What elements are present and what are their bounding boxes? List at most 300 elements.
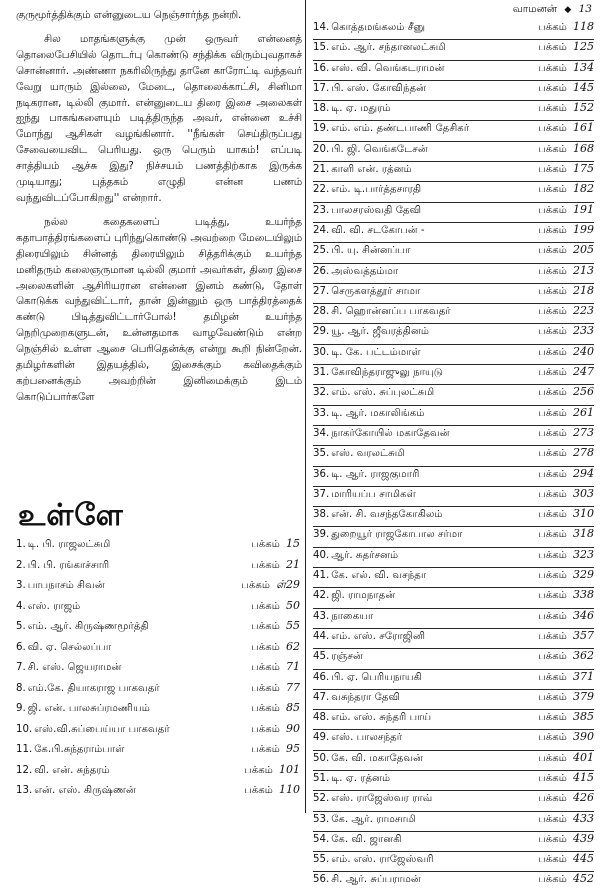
page-word: பக்கம் [538,285,567,297]
toc-entry-name: எஸ். ராஜம் [27,600,81,612]
toc-entry [313,467,594,487]
toc-entry-page [532,507,594,521]
toc-entry-page [532,649,594,663]
toc-entry-number: 11. [16,744,33,755]
toc-entry-name: எம். எஸ். சரோஜினி [331,630,426,642]
toc-entry-name: எஸ். பாலசந்தர் [331,732,403,744]
toc-entry-name: பி. ஜி. வெங்கடேசன் [331,143,428,155]
page-word: பக்கம் [538,407,567,419]
toc-entry [16,783,300,804]
page-word: பக்கம் [244,785,273,796]
toc-entry-name: நாகர்கோயில் மகாதேவன் [331,427,450,439]
toc-entry-page [532,527,594,541]
toc-entry [313,284,594,304]
toc-entry-page [532,365,594,379]
page-number-value: 205 [573,243,594,257]
toc-entry-name: கே. எல். வி. வசந்தா [331,570,427,582]
toc-entry-name: எம். எஸ். சுந்தரி பாய் [331,712,432,724]
toc-entry [313,243,594,263]
page-number-value: 329 [573,568,594,582]
page-word: பக்கம் [538,712,567,724]
toc-entry-page [532,588,594,602]
toc-entry-page [532,629,594,643]
toc-entry-name: எம். ஆர். கிருஷ்ணமூர்த்தி [27,621,149,632]
page-word: பக்கம் [538,306,567,318]
toc-entry-name: டி. ஏ. மதுரம் [331,103,391,115]
toc-entry-name: வி. என். சுந்தரம் [34,764,110,776]
toc-entry-name: பி. பி. ரங்காச்சாரி [27,559,110,571]
toc-entry-number: 4. [16,600,26,612]
toc-entry-number: 49. [313,732,330,744]
page-word: பக்கம் [251,539,280,550]
toc-entry-name: கோவிந்தராஜுலு நாயுடு [331,367,443,379]
toc-entry-number: 21. [313,164,330,176]
toc-entry [313,446,594,466]
toc-entry-number: 19. [313,123,330,135]
page-number-value: 439 [573,831,594,845]
page-number-value: 385 [573,710,594,724]
page-number-value: 55 [286,619,300,632]
page-number-value: 118 [573,20,594,33]
toc-entry-number: 3. [16,580,26,591]
page-number-value: 318 [573,527,594,541]
page-number-value: 379 [573,689,594,703]
toc-entry [313,568,594,588]
toc-entry-name: எம்.கே. தியாகராஜ பாகவதர் [27,682,160,694]
toc-entry-number: 34. [313,427,330,439]
toc-entry-name: டி. பி. ராஜலட்சுமி [27,539,111,550]
toc-entry-name: சி. ஆர். சுப்பராமன் [331,874,421,886]
toc-entry-page [532,40,594,54]
toc-entry-page [532,852,594,866]
page-word: பக்கம் [251,662,280,673]
toc-entry-number: 16. [313,62,330,74]
toc-entry-name: ஜி. என். பாலசுப்ரமணியம் [27,703,151,714]
toc-entry [313,710,594,730]
toc-entry-page [532,324,594,338]
toc-entry-page [238,619,300,633]
toc-heading: உள்ளே [18,498,124,533]
toc-entry-page [532,832,594,846]
toc-entry-name: ஆர். சுதர்சனம் [331,549,399,561]
toc-entry [313,751,594,771]
toc-entry-page [532,467,594,481]
page-word: பக்கம் [538,570,567,582]
toc-entry-name: சி. ஹொன்னப்ப பாகவதர் [331,306,451,318]
toc-entry-number: 52. [313,793,330,805]
toc-entry-number: 33. [313,407,330,419]
toc-entry-name: யூ. ஆர். ஜீவரத்தினம் [331,326,430,338]
page-word: பக்கம் [538,265,567,277]
page-number-value: 223 [573,304,594,318]
page-word: பக்கம் [538,529,567,541]
toc-entry-number: 31. [313,367,330,379]
page-word: பக்கம் [251,641,280,653]
toc-entry [16,619,300,640]
intro-paragraph: சில மாதங்களுக்கு முன் ஒருவர் என்னைத் தொலைபேசியில் தொடர்பு கொண்டு சந்திக்க விரும்புவதாகச் சொன்னார். அண்ணா நகரிலிருந்து தானே காரோட்டி வந்தவர் வேறு யாரும் இல்லை, மேடை, தொலைக்காட்சி, சினிமா நடிகரான, டில்லி குமார். என்னுடைய திரை இசை அலைகள் ஐந்து பாகங்களையும் படித்திருந்த அவர், என்னை உச்சி மோந்து ஆசிகள் வழங்கினார். ''நீங்கள் செய்திருப்பது சேவையைவிட பெரியது. ஒரு பெரும் யாகம்! எப்படி சாத்தியம் ஆச்சு இது? நிச்சயம் பணத்திற்காக இருக்க முடியாது; புத்தகம் எழுதி என்ன பணம் வந்துவிடப்போகிறது'' என்றார். [16,32,302,204]
toc-entry-number: 7. [16,662,26,673]
toc-entry-page [532,690,594,704]
toc-entry-name: சி. எஸ். ஜெயராமன் [27,662,122,673]
toc-entry-page [238,558,300,572]
page-number-value: 256 [573,385,594,399]
toc-entry-name: வி. வி. சடகோபன் - [331,224,425,236]
toc-entry-number: 26. [313,265,330,277]
toc-entry [313,872,594,891]
page-word: பக்கம் [251,682,280,694]
page-word: பக்கம் [538,509,567,521]
toc-entry-number: 51. [313,772,330,784]
toc-entry-number: 39. [313,529,330,541]
page-number-value: ள்29 [276,578,300,591]
toc-entry [16,578,300,599]
page-word: பக்கம் [251,744,280,755]
page-word: பக்கம் [251,621,280,632]
page-number-value: 233 [573,324,594,338]
toc-entry [313,629,594,649]
toc-entry [313,588,594,608]
toc-entry-number: 43. [313,610,330,622]
page-word: பக்கம் [538,245,567,257]
toc-entry-number: 2. [16,559,26,571]
page-word: பக்கம் [538,164,567,176]
toc-entry [16,640,300,661]
toc-entry-number: 27. [313,285,330,297]
toc-entry-page [532,751,594,765]
page-word: பக்கம் [538,367,567,379]
toc-entry-number: 44. [313,630,330,642]
page-number-value: 182 [573,182,594,196]
toc-entry-page [532,730,594,744]
toc-entry-name: எஸ்.வி.சுப்பைய்யா பாகவதர் [34,723,170,735]
toc-entry-page [532,101,594,115]
page-number-value: 152 [573,101,594,115]
toc-entry-page [532,264,594,278]
toc-entry-number: 37. [313,488,330,500]
page-number-value: 401 [573,750,594,764]
toc-entry-number: 20. [313,143,330,155]
page-word: பக்கம் [538,732,567,744]
toc-entry [16,742,300,763]
toc-entry [313,345,594,365]
page-word: பக்கம் [538,468,567,480]
toc-entry-number: 23. [313,204,330,216]
toc-entry-name: பி. ஏ. பெரியநாயகி [331,671,422,683]
toc-entry-name: என். எஸ். கிருஷ்ணன் [34,785,136,796]
page-word: பக்கம் [538,184,567,196]
toc-entry-name: துறையூர் ராஜகோபால சர்மா [331,529,463,541]
page-number-value: 357 [573,628,594,642]
page-number-value: 240 [573,344,594,358]
toc-entry [313,690,594,710]
toc-entry-page [238,660,300,674]
toc-entry-page [532,345,594,359]
toc-entry [313,507,594,527]
page-number-value: 175 [573,162,594,176]
column-divider [305,0,306,813]
toc-entry-name: கே.பி.சுந்தராம்பாள் [34,744,125,755]
toc-list-right [313,20,594,892]
page-number-value: 247 [573,365,594,379]
toc-entry-number: 14. [313,22,330,33]
page-number-value: 390 [573,730,594,744]
page-word: பக்கம் [538,813,567,825]
toc-entry-number: 47. [313,691,330,703]
toc-entry-number: 56. [313,874,330,886]
toc-entry-page [532,142,594,156]
toc-entry-page [238,537,300,551]
toc-entry-name: எம். எம். தண்டபாணி தேசிகர் [331,123,470,135]
toc-entry-page [532,203,594,217]
page-word: பக்கம் [538,387,567,399]
toc-entry [313,203,594,223]
toc-entry [313,304,594,324]
toc-entry-page [532,548,594,562]
toc-entry-name: காளி என். ரத்னம் [331,164,412,176]
page-number-value: 452 [573,872,594,886]
toc-entry-number: 9. [16,703,26,714]
page-word: பக்கம் [538,103,567,115]
toc-entry [313,20,594,40]
toc-entry-name: பி. எஸ். கோவிந்தன் [331,82,427,94]
toc-entry-number: 28. [313,306,330,318]
toc-entry-number: 48. [313,712,330,724]
toc-entry-number: 6. [16,641,26,653]
toc-entry [313,812,594,832]
toc-entry-name: எம். ஆர். சந்தானலட்சுமி [331,42,446,54]
toc-entry-page [532,243,594,257]
toc-entry-page [532,487,594,501]
page-word: பக்கம் [538,630,567,642]
page-word: பக்கம் [538,42,567,54]
toc-entry-page [238,599,300,613]
toc-entry-name: ஜி. ராமநாதன் [331,590,396,602]
page-number-value: 445 [573,852,594,866]
page-word: பக்கம் [538,427,567,439]
page-word: பக்கம் [538,590,567,602]
toc-entry-page [532,182,594,196]
toc-entry-name: என். சி. வசந்தகோகிலம் [331,509,443,521]
toc-entry [16,681,300,702]
page-word: பக்கம் [538,854,567,866]
toc-entry-number: 24. [313,224,330,236]
toc-entry [313,771,594,791]
toc-entry [313,365,594,385]
toc-entry-page [238,722,300,736]
page-word: பக்கம் [538,772,567,784]
toc-entry-page [238,783,300,797]
toc-entry [313,609,594,629]
page-word: பக்கம் [538,448,567,460]
toc-entry [313,406,594,426]
toc-entry-page [532,568,594,582]
toc-entry [313,264,594,284]
toc-entry [16,660,300,681]
page-number-value: 338 [573,588,594,602]
page-word: பக்கம் [538,62,567,74]
page-number-value: 261 [573,405,594,419]
toc-entry-page [238,640,300,654]
page-number-value: 273 [573,425,594,439]
toc-entry [16,537,300,558]
toc-entry-name: செருகளத்தூர் சாமா [331,285,421,297]
toc-entry-page [238,578,300,593]
toc-entry [313,324,594,344]
toc-entry-page [532,121,594,135]
intro-text [16,8,302,414]
toc-entry-page [532,791,594,805]
page-number-value: 21 [286,557,300,571]
toc-entry-number: 40. [313,549,330,561]
toc-entry [313,649,594,669]
toc-entry [313,852,594,872]
page-word: பக்கம் [538,346,567,358]
toc-entry-name: டி. ஆர். ராஜகுமாரி [331,468,420,480]
toc-entry-name: டி. கே. பட்டம்மாள் [331,346,421,358]
page-number-value: 415 [573,770,594,784]
toc-entry-name: பி. யு. சின்னப்பா [331,245,411,257]
toc-entry-number: 55. [313,854,330,866]
toc-entry-name: அஸ்வத்தம்மா [331,265,399,277]
page-word: பக்கம் [538,82,567,94]
toc-entry [313,832,594,852]
page-word: பக்கம் [538,874,567,886]
page-number-value: 95 [286,742,300,755]
page-word: பக்கம் [251,703,280,714]
toc-entry-name: எஸ். ராஜேஸ்வர ராவ் [331,793,433,805]
running-header [513,3,592,16]
page-number-value: 145 [573,80,594,94]
page-number-value: 85 [286,701,300,714]
toc-entry [16,558,300,579]
toc-entry-page [532,223,594,237]
toc-entry-page [238,742,300,756]
toc-entry-page [532,812,594,826]
toc-entry-name: எம். எஸ். சுப்புலட்சுமி [331,387,435,399]
toc-entry-number: 41. [313,570,330,582]
toc-entry-name: எம். எஸ். ராஜேஸ்வரி [331,854,434,866]
toc-entry-page [532,20,594,34]
page-word: பக்கம் [244,764,273,776]
toc-entry-number: 25. [313,245,330,257]
page-number-value: 77 [286,680,300,694]
page-number-value: 101 [279,762,300,776]
toc-entry [313,223,594,243]
toc-entry-name: டி. ஆர். மகாலிங்கம் [331,407,425,419]
toc-entry-number: 10. [16,723,33,735]
toc-entry-page [532,872,594,886]
toc-entry [313,487,594,507]
toc-entry-page [532,162,594,176]
page-word: பக்கம் [538,224,567,236]
page-word: பக்கம் [538,651,567,663]
toc-entry-name: ரஞ்சன் [331,651,363,663]
page-word: பக்கம் [538,326,567,338]
toc-entry-name: கே. வி. ஜானகி [331,833,402,845]
page-number-value: 426 [573,791,594,805]
toc-entry-number: 30. [313,346,330,358]
toc-entry-number: 22. [313,184,330,196]
page-number-value: 110 [279,783,300,796]
toc-entry-number: 12. [16,764,33,776]
page-number-value: 71 [286,660,300,673]
toc-entry-page [532,609,594,623]
toc-entry-number: 17. [313,82,330,94]
page-number-value: 303 [573,486,594,500]
toc-entry-page [532,385,594,399]
toc-entry-name: பாபநாசம் சிவன் [27,580,105,591]
page-number-value: 362 [573,649,594,663]
page-number-value: 218 [573,283,594,297]
page-word: பக்கம் [538,549,567,561]
toc-entry-name: எஸ். வரலட்சுமி [331,448,405,460]
diamond-icon: ◆ [564,5,572,15]
toc-entry-name: கே. வி. மகாதேவன் [331,752,424,764]
toc-entry [313,101,594,121]
page-number-value: 161 [573,121,594,135]
page-number-value: 168 [573,141,594,155]
toc-entry-page [532,426,594,440]
toc-entry-page [532,406,594,420]
toc-list-left [16,537,300,804]
toc-entry [313,61,594,81]
toc-entry [16,763,300,784]
toc-entry-page [532,284,594,298]
toc-entry-name: எஸ். வி. வெங்கடராமன் [331,62,445,74]
toc-entry [313,385,594,405]
page-number-value: 433 [573,811,594,825]
toc-entry-number: 35. [313,448,330,460]
toc-entry [16,701,300,722]
toc-entry-name: பாலசரஸ்வதி தேவி [331,204,422,216]
page-number-value: 310 [573,507,594,521]
page-number-value: 134 [573,60,594,74]
toc-entry [313,527,594,547]
page-number-value: 323 [573,547,594,561]
toc-entry-number: 32. [313,387,330,399]
toc-entry-number: 42. [313,590,330,602]
toc-entry [16,722,300,743]
toc-entry-name: மாரியப்ப சாமிகள் [331,488,416,500]
page-number-value: 346 [573,608,594,622]
toc-entry-number: 8. [16,682,26,694]
page-word: பக்கம் [538,22,567,33]
toc-entry-number: 13. [16,785,33,796]
toc-entry-name: வசுந்தரா தேவி [331,691,401,703]
page-word: பக்கம் [538,123,567,135]
page-word: பக்கம் [251,600,280,612]
page-number-value: 191 [573,202,594,216]
page-word: பக்கம் [538,671,567,683]
page-word: பக்கம் [538,691,567,703]
page-number-value: 125 [573,40,594,54]
page-word: பக்கம் [251,559,280,571]
toc-entry [313,182,594,202]
toc-entry-page [532,61,594,75]
toc-entry [313,548,594,568]
toc-entry-page [532,446,594,460]
toc-entry-number: 1. [16,539,26,550]
toc-entry-number: 38. [313,509,330,521]
toc-entry-number: 36. [313,468,330,480]
intro-paragraph: குருமூர்த்திக்கும் என்னுடைய நெஞ்சார்ந்த நன்றி. [16,9,242,21]
toc-entry-name: கொத்தமங்கலம் சீனு [331,22,426,33]
toc-entry-page [532,710,594,724]
toc-entry-page [238,701,300,715]
toc-entry-page [532,304,594,318]
toc-entry [313,40,594,60]
toc-entry-name: கே. ஆர். ராமசாமி [331,813,416,825]
